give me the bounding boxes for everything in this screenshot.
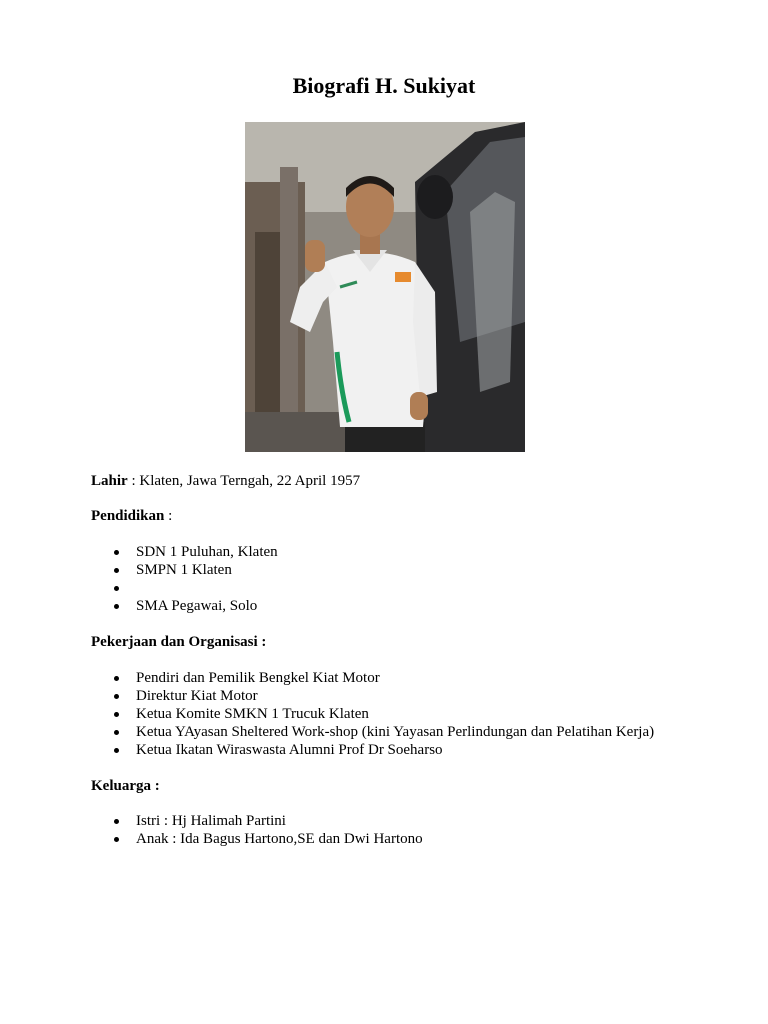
pekerjaan-heading-line xyxy=(91,633,266,651)
list-item: Direktur Kiat Motor xyxy=(0,687,654,705)
list-item: Ketua Komite SMKN 1 Trucuk Klaten xyxy=(0,705,654,723)
keluarga-heading: Keluarga : xyxy=(91,778,160,794)
pendidikan-heading-line xyxy=(91,507,172,525)
list-item: Ketua Ikatan Wiraswasta Alumni Prof Dr Soeharso xyxy=(0,741,654,759)
lahir-value: : Klaten, Jawa Terngah, 22 April 1957 xyxy=(127,473,361,489)
list-item: SDN 1 Puluhan, Klaten xyxy=(0,543,278,561)
pekerjaan-list xyxy=(0,669,654,759)
pendidikan-list xyxy=(0,543,278,615)
list-item: SMA Pegawai, Solo xyxy=(0,597,278,615)
list-item: SMPN 1 Klaten xyxy=(0,561,278,579)
list-item: Anak : Ida Bagus Hartono,SE dan Dwi Hartono xyxy=(0,830,423,848)
page-title: Biografi H. Sukiyat xyxy=(292,73,476,98)
portrait-photo xyxy=(245,122,525,452)
keluarga-heading-line xyxy=(91,777,160,795)
pendidikan-heading: Pendidikan xyxy=(91,508,165,524)
lahir-label: Lahir xyxy=(91,473,128,489)
lahir-line xyxy=(91,472,360,490)
list-item xyxy=(0,579,278,597)
list-item: Istri : Hj Halimah Partini xyxy=(0,812,423,830)
keluarga-list xyxy=(0,812,423,848)
pekerjaan-heading: Pekerjaan dan Organisasi : xyxy=(91,634,267,650)
pendidikan-suffix: : xyxy=(164,508,173,524)
list-item: Pendiri dan Pemilik Bengkel Kiat Motor xyxy=(0,669,654,687)
list-item: Ketua YAyasan Sheltered Work-shop (kini Yayasan Perlindungan dan Pelatihan Kerja) xyxy=(0,723,654,741)
